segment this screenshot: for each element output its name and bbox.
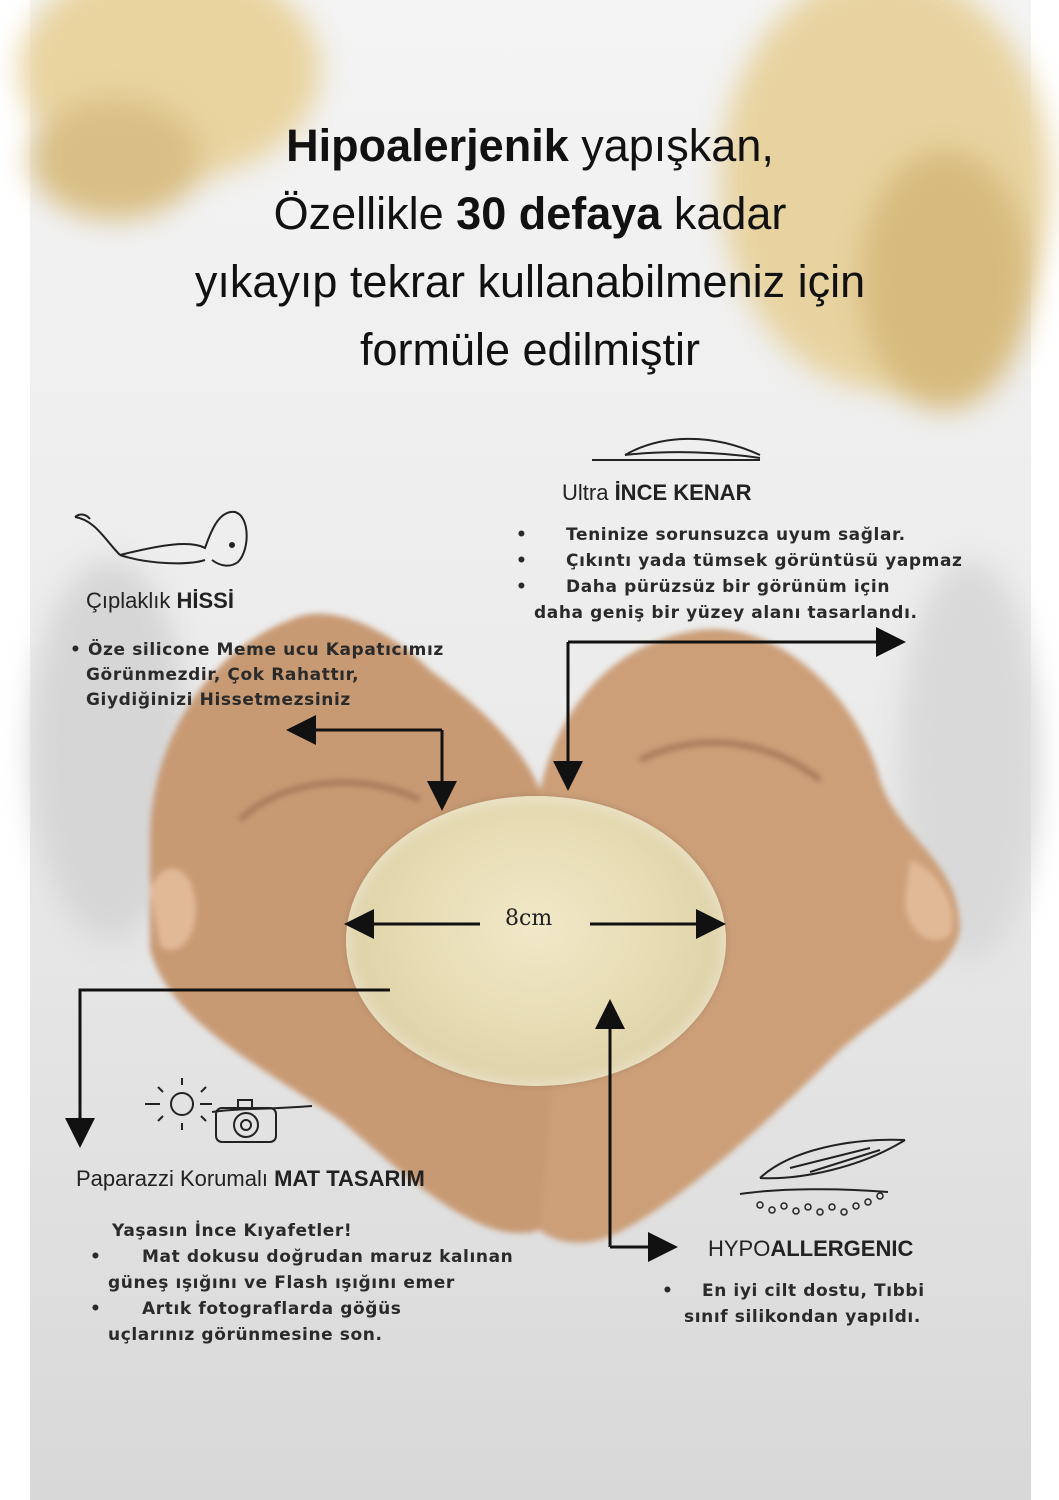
headline-rest-1: yapışkan, — [568, 120, 774, 171]
bullet-continuation: Görünmezdir, Çok Rahattır, — [86, 665, 360, 685]
feather-line-icon — [592, 439, 760, 460]
bullet-dot: • — [90, 1299, 102, 1319]
matte-bullets — [90, 1218, 513, 1348]
bullet-text: En iyi cilt dostu, Tıbbi — [702, 1281, 925, 1301]
nudity-title-bold: HİSSİ — [176, 588, 234, 613]
matte-title-bold: MAT TASARIM — [274, 1166, 425, 1191]
headline-line-3: yıkayıp tekrar kullanabilmeniz için — [194, 256, 866, 307]
list-item — [516, 574, 963, 600]
list-item — [662, 1278, 925, 1304]
bullet-continuation: daha geniş bir yüzey alanı tasarlandı. — [534, 603, 918, 623]
thin-edge-bullets — [516, 522, 963, 626]
list-item — [516, 522, 963, 548]
matte-title-normal: Paparazzi Korumalı — [76, 1166, 275, 1191]
list-item — [90, 1244, 513, 1270]
thin-edge-title — [562, 480, 751, 506]
thin-edge-title-normal: Ultra — [562, 480, 615, 505]
nudity-title — [86, 588, 234, 614]
matte-title — [76, 1166, 425, 1192]
headline-bold-2: 30 defaya — [456, 188, 662, 239]
nudity-title-normal: Çıplaklık — [86, 588, 177, 613]
bullet-dot: • — [516, 577, 528, 597]
bullet-dot: • — [90, 1247, 102, 1267]
bullet-text: Teninize sorunsuzca uyum sağlar. — [566, 525, 906, 545]
leaf-feather-icon — [740, 1140, 905, 1194]
headline-bold-1: Hipoalerjenik — [286, 120, 569, 171]
sun-icon — [145, 1078, 212, 1130]
bullet-text: Artık fotograflarda göğüs — [142, 1299, 402, 1319]
bullet-text: Çıkıntı yada tümsek görüntüsü yapmaz — [566, 551, 963, 571]
reclining-figure-icon — [75, 512, 247, 566]
bullet-text: Öze silicone Meme ucu Kapatıcımız — [88, 640, 444, 660]
headline-end-2: kadar — [661, 188, 787, 239]
list-item — [90, 1296, 513, 1322]
list-item — [516, 548, 963, 574]
dimension-label: 8cm — [505, 906, 553, 931]
bullet-continuation: Giydiğinizi Hissetmezsiniz — [86, 690, 351, 710]
hypo-bullets — [662, 1278, 925, 1330]
bullet-dot: • — [516, 525, 528, 545]
bullet-continuation: sınıf silikondan yapıldı. — [684, 1307, 921, 1327]
matte-intro: Yaşasın İnce Kıyafetler! — [112, 1221, 353, 1241]
dots-icon — [757, 1193, 883, 1215]
bullet-text: Daha pürüzsüz bir görünüm için — [566, 577, 891, 597]
nudity-bullets — [70, 638, 444, 713]
bullet-dot: • — [70, 640, 82, 660]
list-item — [70, 638, 444, 663]
bullet-continuation: güneş ışığını ve Flash ışığını emer — [108, 1273, 455, 1293]
bullet-dot: • — [662, 1281, 674, 1301]
thin-edge-title-bold: İNCE KENAR — [614, 480, 752, 505]
bullet-text: Mat dokusu doğrudan maruz kalınan — [142, 1247, 514, 1267]
bullet-dot: • — [516, 551, 528, 571]
headline-start-2: Özellikle — [273, 188, 457, 239]
camera-icon — [212, 1100, 312, 1142]
bullet-continuation: uçlarınız görünmesine son. — [108, 1325, 383, 1345]
hypo-title-bold: ALLERGENIC — [770, 1236, 914, 1261]
hypo-title — [708, 1236, 913, 1262]
headline-line-4: formüle edilmiştir — [359, 324, 701, 375]
hypo-title-normal: HYPO — [708, 1236, 771, 1261]
